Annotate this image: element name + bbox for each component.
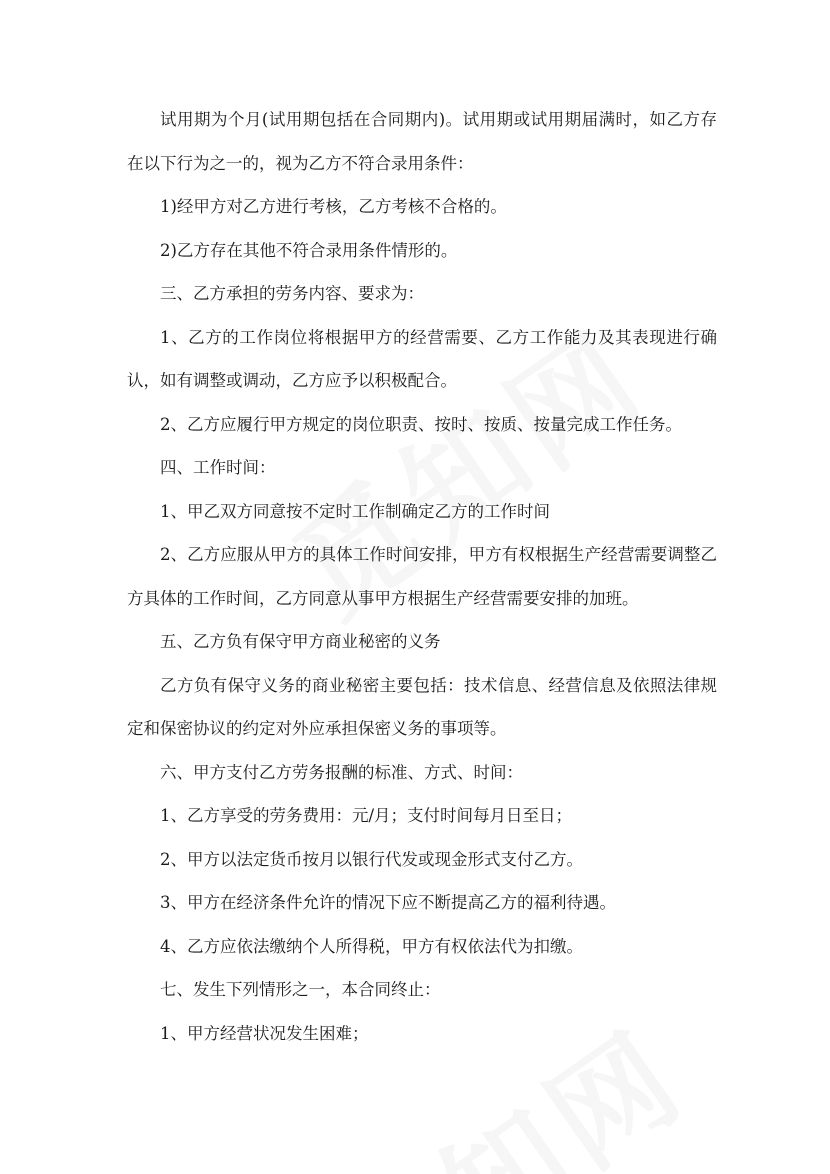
- document-body: [127, 98, 717, 1055]
- paragraph-item: 2)乙方存在其他不符合录用条件情形的。: [160, 240, 458, 260]
- paragraph-item: 乙方负有保守义务的商业秘密主要包括：技术信息、经营信息及依照法律规定和保密协议的约定对外应承担保密义务的事项等。: [127, 675, 717, 738]
- paragraph-item: 1)经甲方对乙方进行考核，乙方考核不合格的。: [160, 197, 507, 216]
- section-heading: 四、工作时间：: [160, 458, 276, 477]
- paragraph-item: 1、乙方的工作岗位将根据甲方的经营需要、乙方工作能力及其表现进行确认，如有调整或调动，乙方应予以积极配合。: [127, 327, 717, 390]
- section-heading: 六、甲方支付乙方劳务报酬的标准、方式、时间：: [160, 762, 523, 782]
- paragraph-item: 3、甲方在经济条件允许的情况下应不断提高乙方的福利待遇。: [160, 893, 616, 912]
- paragraph-item: 1、甲乙双方同意按不定时工作制确定乙方的工作时间: [160, 501, 550, 521]
- section-heading: 七、发生下列情形之一，本合同终止：: [160, 980, 441, 999]
- paragraph-item: 1、甲方经营状况发生困难；: [160, 1023, 369, 1043]
- paragraph-item: 4、乙方应依法缴纳个人所得税，甲方有权依法代为扣缴。: [160, 936, 583, 956]
- paragraph-item: 2、甲方以法定货币按月以银行代发或现金形式支付乙方。: [160, 849, 583, 869]
- paragraph-item: 1、乙方享受的劳务费用：元/月；支付时间每月日至日；: [160, 806, 573, 825]
- paragraph-item: 2、乙方应服从甲方的具体工作时间安排，甲方有权根据生产经营需要调整乙方具体的工作时间，乙方同意从事甲方根据生产经营需要安排的加班。: [127, 545, 717, 608]
- section-heading: 五、乙方负有保守甲方商业秘密的义务: [160, 632, 441, 651]
- paragraph-probation: 试用期为个月(试用期包括在合同期内)。试用期或试用期届满时，如乙方存在以下行为之一的，视为乙方不符合录用条件：: [127, 110, 717, 173]
- section-heading: 三、乙方承担的劳务内容、要求为：: [160, 284, 424, 303]
- paragraph-item: 2、乙方应履行甲方规定的岗位职责、按时、按质、按量完成工作任务。: [160, 414, 682, 434]
